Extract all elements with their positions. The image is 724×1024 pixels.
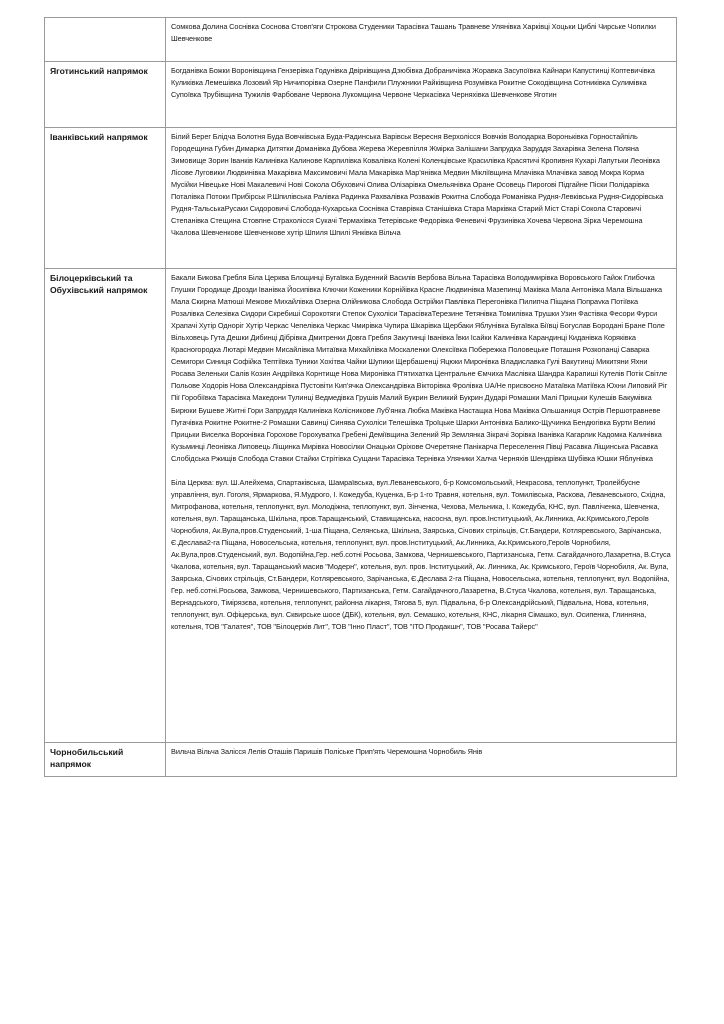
settlements-cell bbox=[166, 743, 677, 777]
settlements-list: Білий Берег Блідча Болотня Буда Вовчківська Буда-Радинська Варівськ Вересня Верхолісся Вовчків Володарка Вороньківка Горностайпіль Городещина Губин Димарка Дитятки Доманівка Дубова Жерева Жеревпілля Жмірка Залішани Запрудка Заруддя Захарівка Зелена Поляна Зимовище Зорин Іванків Калинівка Калинове Карпилівка Ковалівка Колені Коленцівське Красилівка Красятичі Кропивня Кухарі Лапутьки Леонівка Лісове Луговики Людвинівка Макарівка Максимовичі Мала Макарівка Мар'янівка Медвин Мікліївщина Млачівка Млачівка завод Мокра Корма Мусійки Нівецьке Нові Макалевичі Нові Сокола Обуховичі Олива Олізарівка Омельянівка Оране Осовець Пирогові Підгайне Піски Полідарівка Поталівка Потоки Прибірськ Р.Шпилівська Ралівка Радинка Рахвалівка Розважів Рокитна Слобода Романівка Рудня-Левківська Рудня-Сидорівська Рудня-ТальськаРусаки Сидоровичі Слобода-Кухарська Соснівка Ставрівка Станішівка Стара Марківка Старий Міст Старі Сокола Старовичі Степанівка Стещина Стовпне Страхолісся Сукачі Термахівка Тетерівське Федорівка Феневичі Фрузинівка Хочева Червона Зірка Черемошна Чкалова Шевченкове Шевченкове хутір Шпиля Шпилі Янківка Вільча bbox=[171, 132, 664, 238]
direction-name-cell: Білоцерківський та Обухівський напрямок bbox=[45, 269, 166, 743]
table-row bbox=[45, 743, 677, 777]
table-row bbox=[45, 62, 677, 128]
settlements-list: Богданівка Божки Воронівщина Гензерівка Годунівка Двірківщина Дзюбівка Добраничівка Жоравка Засупоївка Кайнари Капустинці Коптевичівка Куликівка Лемешівка Лозовий Яр Ничипорівка Озерне Панфили Плужники Райківщина Розумівка Рокитне Сокодівщина Сотниківка Сулимівка Супоївка Трубівщина Тужилів Фарбоване Червона Лукомщина Червоне Черкасівка Черняхівка Шевченкове Яготин bbox=[171, 66, 655, 100]
settlements-cell bbox=[166, 62, 677, 128]
direction-name-cell: Чорнобильський напрямок bbox=[45, 743, 166, 777]
streets-list: Біла Церква: вул. Ш.Алейхема, Спартаківська, Шамраївська, вул.Леваневського, б-р Комсомольський, Некрасова, теплопункт, Тролейбусне управління, вул. Гоголя, Ярмаркова, Я.Мудрого, І. Кожедуба, Куценка, Б-р 1-го Травня, котельня, вул. Томилівська, Раскова, Леваневського, Східна, Митрофанова, котельня, теплопункт, вул. Молодіжна, теплопункт, вул. Зінченка, Чехова, Мельника, І. Кожедуба, КНС, вул. Павліченка, Шевченка, котельня, вул. Таращанська, Шкільна, пров.Таращанський, Ставищанська, насосна, вул. пров.Інституцький, Ак.Линника, Ак.Кримського,Героїв Чорнобиля, Ак.Вула,пров.Студенський, 1-ша Піщана, Селянська, Шкільна, Заярська, Січових стрільців, Ст.Бандери, Котляревського, Зарічанська, Є.Деслава2-га Піщана, Новосельська, котельня, теплопункт, вул. пров.Інституцький, Ак.Линника, Ак.Кримського,Героїв Чорнобиля, Ак.Вула,пров.Студенський, вул. Водопійна,Гер. неб.сотні Росьова, Замкова, Чернишевського, Партизанська, Гетм. Сагайдачного,Лазаретна, В.Стуса Чкалова, котельня, вул. Таращанський масив "Модерн", котельня, вул. пров. Інституцький, Ак. Линника, Ак. Кримського, Героїв Чорнобиля, Ак. Вула, Заярська, Січових стрільців, Ст.Бандери, Котляревського, Зарічанська, Є.Деслава 2-га Піщана, Новосельська, котельня, теплопункт, вул. Водопійна, Гер. неб.сотні.Росьова, Замкова, Чернишевського, Партизанська, Гетм. Сагайдачного,Лазаретна, В.Стуса Чкалова, котельня, вул. Таращанська, Вернадського, Тімірязєва, котельня, теплопункт, районна лікарня, Тягова 5, вул. Підвальна, б-р Олександрійський, Підвальна, Нова, котельня, теплопункт, вул. Офіцерська, вул. Сквирське шосе (ДБК), котельня, вул. Семашко, котельня, КНС, лікарня Сімашко, вул. Осипенка, Глинняна, котельня, ТОВ "Галатея", ТОВ "Білоцерків Лит", ТОВ "Інно Пласт", ТОВ "ІТО Продакшн", ТОВ "Росава Тайерс" bbox=[171, 477, 671, 632]
settlements-list: Вильча Вільча Залісся Лелів Оташів Паришів Поліське Прип'ять Черемошна Чорнобиль Янів bbox=[171, 747, 483, 756]
settlements-list: Сомкова Долина Соснівка Соснова Стовп'яги Строкова Студеники Тарасівка Ташань Травневе Улянівка Харківці Хоцьки Циблі Чирське Чопилки Шевченкове bbox=[171, 22, 656, 44]
table-row bbox=[45, 18, 677, 62]
direction-name-cell: Яготинський напрямок bbox=[45, 62, 166, 128]
settlements-list: Бакали Бикова Гребля Біла Церква Блощинці Бугаївка Буденний Василів Вербова Вільна Тарасівка Володимирівка Воровського Гайок Глибочка Глушки Городище Дрозди Іванівка Йосипівка Ключки Коженики Корнійівка Красне Людвинівка Мазепинці Маківка Мала Антонівка Мала Вільшанка Мала Скирна Матюші Межове Михайлівка Озерна Олійникова Слобода Острійки Павлівка Перегонівка Пилипча Піщана Попрavка Потіївка Розалівка Селезівка Сидори Скребиші Сорокотяги Степок Сухоліси ТарасівкаТерезине Тетянівка Томилівка Трушки Узин Фастівка Фесори Фурси Храпачі Хутір Одноріг Хутір Черкас Чепелівка Черкас Чмирівка Чупира Шкарівка Щербаки Яблунівка Бугаївка Біївці Богуслав Бородані Бране Поле Вільховець Гута Дешки Дибинці Дібрівка Дмитренки Довга Гребля Закутинці Іванівка Ївки Ісайки Калинівка Карандинці Киданівка Коряківка Красногородка Лютарі Медвин Мисайлівка Митаївка Михайлівка Москаленки Олексіївка Побережка Половецьке Поташня Розкопанці Саварка Семигори Синиця Софійка Тептіївка Туники Хохітва Чайки Шупики Щербашенці Яцюки Миронівка Владиславка Гулі Вакутинці Микитяни Яхни Росава Зеленьки Салів Козин Андріївка Корнтище Нова Миронівка П'ятихатка Центральне Ємчиха Маслівка Шандра Карапиші Кутелів Потік Світле Польове Ходорів Нова Олександрівка Пустовіти Кип'ячка Олександрівка Вікторівка Фролівка UA/Не присвоєно Матаївка Матіївка Юхни Липовий Ріг Пії Горобіївка Тарасівка Македони Тулинці Ведмедівка Грушів Малий Букрин Великий Букрин Дударі Ромашки Малі Прицьки Кулешів Бакумівка Бирюки Бушеве Житні Гори Запруддя Калинівка Колісникове Луб'янка Любка Маківка Настащка Нова Маківка Ольшаниця Острів Першотравневе Пугачівка Рокитне Рокитне-2 Ромашки Савинці Синява Сухоліси Телешівка Троїцьке Шарки Антонівка Балико-Щучинка Бендюгівка Бурти Великі Прицьки Виселка Воронівка Горохове Горохуватка Гребені Деміївщина Зелений Яр Землянка Зікрачі Зорівка Іванівка Кагарлик Кадомка Калинівка Кузьминці Леонівка Липовець Ліщинка Мирівка Новосілки Онацьки Оріхове Очеретяне Панікарча Переселення Півці Расавка Ліщинська Расавка Слобідська Ржищів Слобода Ставки Стайки Стрітівка Сущани Тарасівка Тернівка Уляники Халча Черняхів Шендрівка Шубівка Юшки Яблунівка bbox=[171, 273, 668, 463]
direction-name-cell bbox=[45, 18, 166, 62]
directions-table bbox=[44, 17, 677, 777]
table-row bbox=[45, 269, 677, 743]
settlements-cell bbox=[166, 128, 677, 269]
settlements-cell bbox=[166, 18, 677, 62]
settlements-cell bbox=[166, 269, 677, 743]
table-row bbox=[45, 128, 677, 269]
direction-name-cell: Іванківський напрямок bbox=[45, 128, 166, 269]
